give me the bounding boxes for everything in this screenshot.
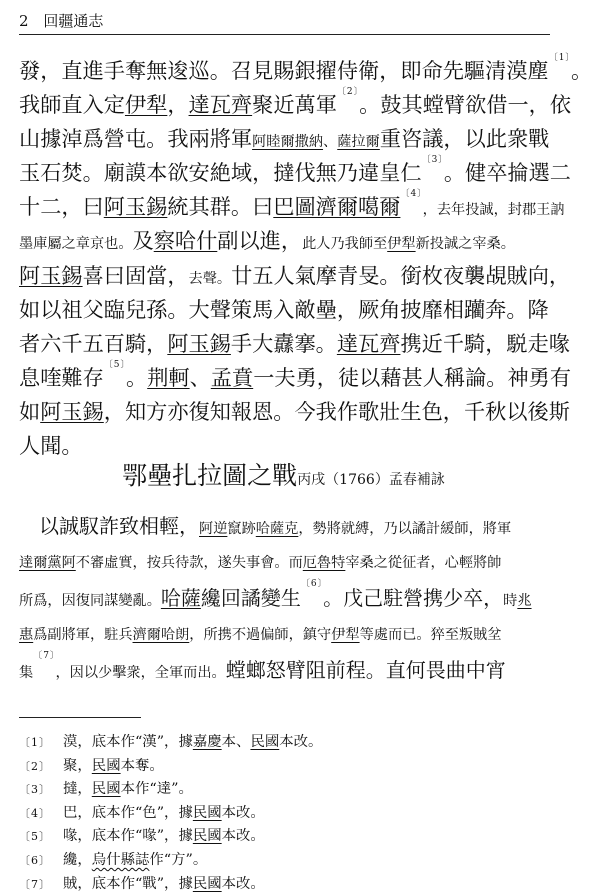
footnote-number: 〔4〕	[19, 806, 51, 820]
text-segment: ，	[167, 92, 189, 118]
text-line	[19, 87, 572, 122]
text-segment: 撻，	[63, 781, 92, 798]
text-segment: ，知方亦復知報恩。今我作歌壯生色，千秋以後斯	[103, 398, 570, 424]
text-segment: 荆軻	[147, 364, 190, 390]
text-segment: 墨庫屬之章京也。	[19, 236, 133, 253]
text-segment: 阿玉錫	[40, 398, 104, 424]
text-segment: 。	[126, 364, 148, 390]
footnote	[19, 778, 553, 802]
text-line	[19, 293, 553, 327]
text-segment: 本改。	[221, 875, 265, 892]
text-segment: 阿睦爾撒納	[252, 134, 324, 151]
footnote-ref: 〔4〕	[400, 189, 423, 200]
footnote-number: 〔1〕	[19, 736, 51, 749]
text-segment: 漠，底本作“漢”，據	[63, 734, 193, 750]
text-segment: 伊犁	[387, 236, 416, 253]
book-title: 回疆通志	[43, 12, 104, 30]
text-segment: 玉石焚。廟謨本欲安絶域，撻伐無乃違皇仁	[19, 160, 422, 186]
text-line	[19, 155, 571, 190]
footnote-ref: 〔7〕	[33, 651, 56, 661]
poem-title: 鄂壘扎拉圖之戰	[122, 461, 298, 490]
text-segment: 阿逆	[199, 521, 228, 537]
text-segment: 廿五人氣摩青旻。銜枚夜襲覘賊向，	[231, 262, 571, 288]
text-segment: 集	[19, 665, 34, 681]
text-segment: 者六千五百騎，	[19, 330, 168, 356]
text-segment: 達爾黨阿	[19, 555, 76, 571]
footnotes	[19, 731, 553, 896]
text-segment: 民國	[192, 804, 222, 821]
footnote-ref: 〔5〕	[103, 359, 126, 370]
footnote-divider	[19, 717, 141, 718]
text-segment: 聚，	[63, 757, 92, 774]
text-segment: 薩拉爾	[337, 134, 380, 151]
footnote-ref: 〔2〕	[336, 87, 360, 98]
footnote-number: 〔3〕	[19, 783, 51, 797]
text-segment: 、	[323, 134, 338, 151]
text-segment: 嘉慶	[192, 734, 222, 750]
text-segment: 一夫勇，徒以藉甚人稱論。神勇有	[253, 364, 572, 390]
text-segment: 民國	[91, 757, 121, 774]
footnote-ref: 〔6〕	[300, 579, 324, 589]
text-segment: 察哈什	[153, 228, 218, 254]
text-segment: 孟賁	[210, 364, 254, 390]
text-line	[19, 224, 553, 258]
text-line	[19, 616, 553, 652]
text-segment: 民國	[192, 875, 222, 892]
text-segment: 竄跡	[227, 521, 256, 537]
poem-subtitle: 丙戌（1766）孟春補詠	[297, 472, 445, 488]
text-segment: 民國	[192, 828, 222, 845]
footnote-ref: 〔1〕	[548, 53, 571, 63]
text-segment: 新投誠之宰桑。	[415, 236, 515, 253]
text-segment: 所爲，因復同謀變亂。	[19, 593, 161, 609]
text-segment: 。健卒掄選二	[443, 160, 571, 186]
text-segment: 息喹難存	[19, 364, 104, 390]
text-segment: 十二，曰	[19, 194, 104, 220]
page-number: 2	[19, 12, 29, 30]
text-segment: 本、	[221, 734, 251, 750]
text-line	[19, 53, 592, 88]
text-segment: 達瓦齊	[188, 92, 253, 118]
text-segment: 手大纛搴。	[230, 330, 337, 356]
text-line	[19, 189, 565, 224]
footnote	[19, 825, 553, 849]
text-segment: 達瓦齊	[336, 330, 401, 356]
text-line	[19, 508, 553, 544]
text-segment: 如以祖父臨兒孫。大聲策馬入敵壘，厥角披靡相躪奔。降	[19, 296, 549, 322]
text-segment: 喜曰固當，	[82, 262, 189, 288]
text-segment: 阿玉錫	[167, 330, 231, 356]
text-segment: 。	[570, 58, 592, 83]
text-segment: 携近千騎，駾走喙	[400, 330, 570, 356]
section-title	[0, 458, 567, 498]
text-segment: 阿玉錫	[19, 262, 83, 288]
text-segment: 巴圖濟爾噶爾	[273, 194, 401, 220]
footnote-number: 〔7〕	[19, 877, 51, 891]
text-segment: 喙，底本作“喙”，據	[63, 828, 193, 845]
text-segment: 本作“達”。	[120, 781, 193, 798]
text-segment: 此人乃我師至	[302, 236, 388, 253]
text-segment: 本改。	[279, 734, 323, 750]
text-line	[19, 327, 570, 361]
text-segment: 作“方”。	[149, 851, 208, 868]
text-segment: 去聲。	[188, 270, 232, 287]
text-segment: 濟爾哈朗	[132, 627, 190, 643]
text-line	[19, 652, 553, 688]
text-segment: 聚近萬軍	[252, 92, 337, 118]
text-segment: 哈薩	[160, 586, 201, 610]
text-line	[19, 395, 570, 429]
text-segment: 。鼓其螳臂欲借一，依	[359, 92, 572, 118]
footnote	[19, 802, 553, 826]
text-segment: 、	[189, 364, 211, 390]
text-segment: 巴，底本作“色”，據	[63, 804, 193, 821]
footnote	[19, 755, 553, 779]
footnote	[19, 849, 553, 873]
text-segment: ，所携不過偏師，鎮守	[189, 627, 332, 643]
text-segment: 兆	[517, 593, 532, 609]
text-segment: 本改。	[221, 828, 265, 845]
footnote-number: 〔2〕	[19, 759, 51, 773]
text-segment: ，勢將就縛，乃以譎計緩師，將軍	[298, 521, 512, 537]
text-segment: 統其群。曰	[167, 194, 274, 220]
text-segment: 惠	[19, 627, 34, 643]
text-segment: 等處而已。猝至叛賊坌	[359, 627, 502, 643]
text-line	[19, 580, 553, 616]
footnote-ref: 〔3〕	[421, 155, 444, 166]
footnote-number: 〔5〕	[19, 830, 51, 844]
text-segment: 民國	[91, 781, 121, 798]
text-line	[19, 259, 571, 293]
main-text	[19, 53, 592, 463]
footnote	[19, 873, 553, 896]
text-segment: 發，直進手奪無逡巡。召見賜銀擢侍衛，即命先驅清漠塵	[19, 58, 549, 83]
text-segment: 副以進，	[217, 228, 303, 254]
text-segment: 山據淖爲營屯。我兩將軍	[19, 126, 253, 152]
text-segment: 賊，底本作“戰”，據	[63, 875, 193, 892]
text-segment: 本改。	[221, 804, 265, 821]
text-segment: 爲副將軍，駐兵	[33, 627, 133, 643]
text-segment: 本奪。	[120, 757, 164, 774]
text-segment: 宰桑之從征者，心輕將帥	[345, 555, 502, 571]
text-segment: 我師直入定	[19, 92, 125, 118]
section-text	[19, 508, 553, 688]
text-line	[19, 122, 553, 156]
running-header	[19, 8, 550, 35]
text-segment: ，去年投誠，封郡王訥	[422, 202, 565, 219]
text-segment: 烏什縣誌	[91, 851, 150, 868]
text-segment: ，因以少擊衆，全軍而出。	[55, 665, 226, 681]
text-segment: 纔，	[63, 851, 92, 868]
text-segment: 以誠馭詐致相輕，	[19, 514, 199, 538]
text-line	[19, 359, 572, 395]
text-segment: 伊犁	[124, 92, 168, 118]
text-segment: 纔回譎變生	[200, 586, 301, 610]
text-segment: 哈薩克	[255, 521, 299, 537]
text-segment: 重咨議，以此衆戰	[379, 126, 550, 152]
text-segment: 厄魯特	[302, 555, 346, 571]
text-segment: 伊犁	[331, 627, 360, 643]
text-segment: 不審虛實，按兵待款，遂失事會。而	[75, 555, 303, 571]
text-segment: 人聞。	[19, 433, 83, 459]
text-segment: 及	[132, 228, 154, 254]
text-segment: 阿玉錫	[103, 194, 168, 220]
text-line	[19, 544, 553, 580]
text-segment: 螳螂怒臂阻前程。直何畏曲中宵	[225, 658, 506, 682]
text-segment: 時	[503, 593, 518, 609]
footnote-number: 〔6〕	[19, 853, 51, 867]
text-segment: 如	[19, 398, 41, 424]
text-segment: 。戊己駐營携少卒，	[323, 586, 504, 610]
text-segment: 民國	[250, 734, 280, 750]
footnote	[19, 731, 553, 755]
